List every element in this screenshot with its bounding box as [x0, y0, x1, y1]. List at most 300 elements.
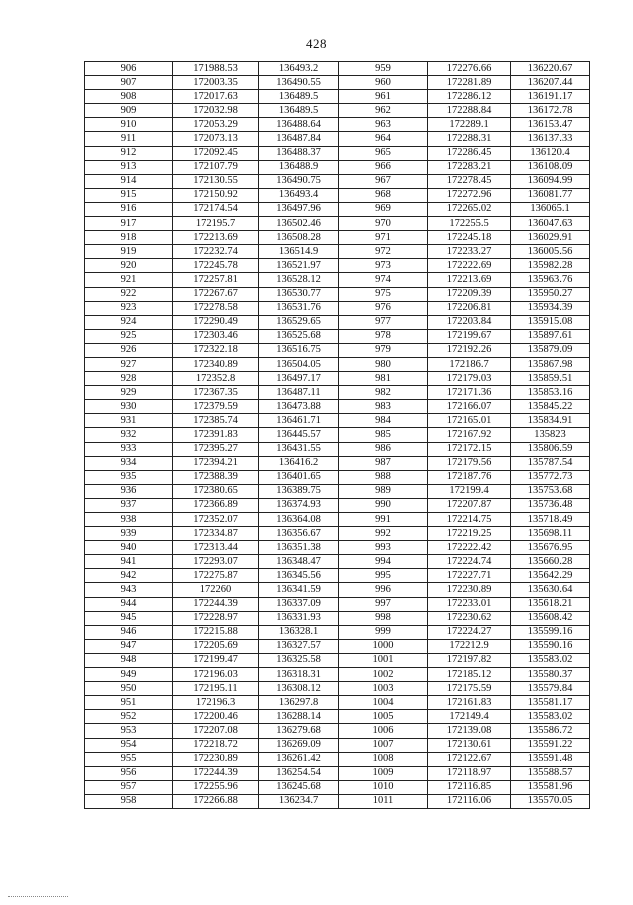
x-coordinate-cell: 172367.35 — [173, 386, 259, 400]
y-coordinate-cell: 136325.58 — [259, 653, 339, 667]
y-coordinate-cell: 136488.64 — [259, 118, 339, 132]
y-coordinate-cell: 136308.12 — [259, 682, 339, 696]
x-coordinate-cell: 172118.97 — [428, 766, 511, 780]
x-coordinate-cell: 172395.27 — [173, 442, 259, 456]
x-coordinate-cell: 172205.69 — [173, 639, 259, 653]
x-coordinate-cell: 172230.89 — [428, 583, 511, 597]
x-coordinate-cell: 172172.15 — [428, 442, 511, 456]
y-coordinate-cell: 136288.14 — [259, 710, 339, 724]
table-row — [85, 259, 590, 273]
y-coordinate-cell: 136029.91 — [511, 231, 590, 245]
y-coordinate-cell: 136120.4 — [511, 146, 590, 160]
x-coordinate-cell: 171988.53 — [173, 62, 259, 76]
table-row — [85, 343, 590, 357]
point-number-cell: 938 — [85, 513, 173, 527]
table-row — [85, 160, 590, 174]
point-number-cell: 1001 — [339, 653, 428, 667]
x-coordinate-cell: 172276.66 — [428, 62, 511, 76]
point-number-cell: 987 — [339, 456, 428, 470]
y-coordinate-cell: 136234.7 — [259, 794, 339, 808]
point-number-cell: 996 — [339, 583, 428, 597]
point-number-cell: 924 — [85, 315, 173, 329]
y-coordinate-cell: 136172.78 — [511, 104, 590, 118]
y-coordinate-cell: 135583.02 — [511, 653, 590, 667]
table-row — [85, 597, 590, 611]
point-number-cell: 947 — [85, 639, 173, 653]
x-coordinate-cell: 172185.12 — [428, 668, 511, 682]
point-number-cell: 1004 — [339, 696, 428, 710]
point-number-cell: 940 — [85, 541, 173, 555]
y-coordinate-cell: 135579.84 — [511, 682, 590, 696]
y-coordinate-cell: 136473.88 — [259, 400, 339, 414]
x-coordinate-cell: 172245.78 — [173, 259, 259, 273]
point-number-cell: 972 — [339, 245, 428, 259]
point-number-cell: 914 — [85, 174, 173, 188]
point-number-cell: 961 — [339, 90, 428, 104]
footer-rule — [8, 896, 68, 897]
table-row — [85, 90, 590, 104]
point-number-cell: 944 — [85, 597, 173, 611]
x-coordinate-cell: 172161.83 — [428, 696, 511, 710]
table-row — [85, 639, 590, 653]
x-coordinate-cell: 172391.83 — [173, 428, 259, 442]
table-row — [85, 357, 590, 371]
point-number-cell: 906 — [85, 62, 173, 76]
y-coordinate-cell: 136207.44 — [511, 76, 590, 90]
point-number-cell: 912 — [85, 146, 173, 160]
x-coordinate-cell: 172232.74 — [173, 245, 259, 259]
table-row — [85, 470, 590, 484]
point-number-cell: 950 — [85, 682, 173, 696]
table-row — [85, 710, 590, 724]
y-coordinate-cell: 136487.11 — [259, 386, 339, 400]
point-number-cell: 933 — [85, 442, 173, 456]
table-row — [85, 794, 590, 808]
x-coordinate-cell: 172366.89 — [173, 498, 259, 512]
point-number-cell: 994 — [339, 555, 428, 569]
table-row — [85, 231, 590, 245]
point-number-cell: 958 — [85, 794, 173, 808]
y-coordinate-cell: 136328.1 — [259, 625, 339, 639]
x-coordinate-cell: 172174.54 — [173, 202, 259, 216]
y-coordinate-cell: 136137.33 — [511, 132, 590, 146]
y-coordinate-cell: 135879.09 — [511, 343, 590, 357]
y-coordinate-cell: 135581.96 — [511, 780, 590, 794]
y-coordinate-cell: 135642.29 — [511, 569, 590, 583]
point-number-cell: 960 — [339, 76, 428, 90]
y-coordinate-cell: 136521.97 — [259, 259, 339, 273]
y-coordinate-cell: 136108.09 — [511, 160, 590, 174]
table-row — [85, 682, 590, 696]
point-number-cell: 986 — [339, 442, 428, 456]
y-coordinate-cell: 135580.37 — [511, 668, 590, 682]
table-row — [85, 62, 590, 76]
x-coordinate-cell: 172200.46 — [173, 710, 259, 724]
table-row — [85, 329, 590, 343]
point-number-cell: 977 — [339, 315, 428, 329]
x-coordinate-cell: 172166.07 — [428, 400, 511, 414]
x-coordinate-cell: 172053.29 — [173, 118, 259, 132]
table-row — [85, 611, 590, 625]
x-coordinate-cell: 172222.42 — [428, 541, 511, 555]
x-coordinate-cell: 172228.97 — [173, 611, 259, 625]
x-coordinate-cell: 172267.67 — [173, 287, 259, 301]
y-coordinate-cell: 135660.28 — [511, 555, 590, 569]
y-coordinate-cell: 136487.84 — [259, 132, 339, 146]
x-coordinate-cell: 172186.7 — [428, 357, 511, 371]
x-coordinate-cell: 172196.3 — [173, 696, 259, 710]
x-coordinate-cell: 172230.89 — [173, 752, 259, 766]
point-number-cell: 957 — [85, 780, 173, 794]
x-coordinate-cell: 172167.92 — [428, 428, 511, 442]
point-number-cell: 908 — [85, 90, 173, 104]
y-coordinate-cell: 135718.49 — [511, 513, 590, 527]
table-row — [85, 555, 590, 569]
y-coordinate-cell: 136254.54 — [259, 766, 339, 780]
point-number-cell: 976 — [339, 301, 428, 315]
x-coordinate-cell: 172224.27 — [428, 625, 511, 639]
point-number-cell: 1003 — [339, 682, 428, 696]
x-coordinate-cell: 172380.65 — [173, 484, 259, 498]
y-coordinate-cell: 135772.73 — [511, 470, 590, 484]
x-coordinate-cell: 172017.63 — [173, 90, 259, 104]
point-number-cell: 974 — [339, 273, 428, 287]
y-coordinate-cell: 136356.67 — [259, 527, 339, 541]
point-number-cell: 963 — [339, 118, 428, 132]
y-coordinate-cell: 136005.56 — [511, 245, 590, 259]
point-number-cell: 956 — [85, 766, 173, 780]
point-number-cell: 919 — [85, 245, 173, 259]
x-coordinate-cell: 172218.72 — [173, 738, 259, 752]
y-coordinate-cell: 136493.4 — [259, 188, 339, 202]
y-coordinate-cell: 136297.8 — [259, 696, 339, 710]
y-coordinate-cell: 136531.76 — [259, 301, 339, 315]
point-number-cell: 931 — [85, 414, 173, 428]
point-number-cell: 1007 — [339, 738, 428, 752]
table-row — [85, 484, 590, 498]
y-coordinate-cell: 135586.72 — [511, 724, 590, 738]
x-coordinate-cell: 172275.87 — [173, 569, 259, 583]
point-number-cell: 925 — [85, 329, 173, 343]
y-coordinate-cell: 136094.99 — [511, 174, 590, 188]
x-coordinate-cell: 172303.46 — [173, 329, 259, 343]
y-coordinate-cell: 136341.59 — [259, 583, 339, 597]
x-coordinate-cell: 172388.39 — [173, 470, 259, 484]
x-coordinate-cell: 172233.01 — [428, 597, 511, 611]
page-number: 428 — [306, 36, 327, 51]
table-row — [85, 668, 590, 682]
y-coordinate-cell: 136490.55 — [259, 76, 339, 90]
y-coordinate-cell: 136514.9 — [259, 245, 339, 259]
x-coordinate-cell: 172289.1 — [428, 118, 511, 132]
y-coordinate-cell: 136431.55 — [259, 442, 339, 456]
y-coordinate-cell: 135588.57 — [511, 766, 590, 780]
x-coordinate-cell: 172179.56 — [428, 456, 511, 470]
y-coordinate-cell: 136401.65 — [259, 470, 339, 484]
x-coordinate-cell: 172255.96 — [173, 780, 259, 794]
y-coordinate-cell: 135591.48 — [511, 752, 590, 766]
x-coordinate-cell: 172213.69 — [173, 231, 259, 245]
y-coordinate-cell: 135570.05 — [511, 794, 590, 808]
table-row — [85, 118, 590, 132]
point-number-cell: 951 — [85, 696, 173, 710]
point-number-cell: 988 — [339, 470, 428, 484]
table-row — [85, 724, 590, 738]
point-number-cell: 948 — [85, 653, 173, 667]
table-row — [85, 217, 590, 231]
table-row — [85, 104, 590, 118]
point-number-cell: 991 — [339, 513, 428, 527]
point-number-cell: 1006 — [339, 724, 428, 738]
x-coordinate-cell: 172107.79 — [173, 160, 259, 174]
table-row — [85, 414, 590, 428]
y-coordinate-cell: 135853.16 — [511, 386, 590, 400]
x-coordinate-cell: 172224.74 — [428, 555, 511, 569]
point-number-cell: 997 — [339, 597, 428, 611]
y-coordinate-cell: 136345.56 — [259, 569, 339, 583]
point-number-cell: 932 — [85, 428, 173, 442]
x-coordinate-cell: 172340.89 — [173, 357, 259, 371]
point-number-cell: 985 — [339, 428, 428, 442]
y-coordinate-cell: 136488.37 — [259, 146, 339, 160]
x-coordinate-cell: 172092.45 — [173, 146, 259, 160]
y-coordinate-cell: 135934.39 — [511, 301, 590, 315]
point-number-cell: 979 — [339, 343, 428, 357]
y-coordinate-cell: 136488.9 — [259, 160, 339, 174]
y-coordinate-cell: 136528.12 — [259, 273, 339, 287]
point-number-cell: 984 — [339, 414, 428, 428]
x-coordinate-cell: 172196.03 — [173, 668, 259, 682]
y-coordinate-cell: 136318.31 — [259, 668, 339, 682]
point-number-cell: 952 — [85, 710, 173, 724]
table-row — [85, 245, 590, 259]
point-number-cell: 1002 — [339, 668, 428, 682]
x-coordinate-cell: 172219.25 — [428, 527, 511, 541]
x-coordinate-cell: 172379.59 — [173, 400, 259, 414]
x-coordinate-cell: 172352.07 — [173, 513, 259, 527]
point-number-cell: 918 — [85, 231, 173, 245]
table-row — [85, 174, 590, 188]
y-coordinate-cell: 136327.57 — [259, 639, 339, 653]
x-coordinate-cell: 172116.06 — [428, 794, 511, 808]
table-row — [85, 301, 590, 315]
y-coordinate-cell: 136279.68 — [259, 724, 339, 738]
point-number-cell: 962 — [339, 104, 428, 118]
y-coordinate-cell: 136351.38 — [259, 541, 339, 555]
table-row — [85, 513, 590, 527]
point-number-cell: 939 — [85, 527, 173, 541]
x-coordinate-cell: 172130.55 — [173, 174, 259, 188]
x-coordinate-cell: 172283.21 — [428, 160, 511, 174]
point-number-cell: 1005 — [339, 710, 428, 724]
x-coordinate-cell: 172209.39 — [428, 287, 511, 301]
x-coordinate-cell: 172199.4 — [428, 484, 511, 498]
table-row — [85, 146, 590, 160]
point-number-cell: 954 — [85, 738, 173, 752]
x-coordinate-cell: 172175.59 — [428, 682, 511, 696]
point-number-cell: 967 — [339, 174, 428, 188]
table-row — [85, 498, 590, 512]
y-coordinate-cell: 136490.75 — [259, 174, 339, 188]
x-coordinate-cell: 172394.21 — [173, 456, 259, 470]
y-coordinate-cell: 135591.22 — [511, 738, 590, 752]
table-row — [85, 541, 590, 555]
x-coordinate-cell: 172214.75 — [428, 513, 511, 527]
y-coordinate-cell: 136525.68 — [259, 329, 339, 343]
point-number-cell: 915 — [85, 188, 173, 202]
table-row — [85, 386, 590, 400]
x-coordinate-cell: 172352.8 — [173, 372, 259, 386]
x-coordinate-cell: 172207.87 — [428, 498, 511, 512]
x-coordinate-cell: 172230.62 — [428, 611, 511, 625]
x-coordinate-cell: 172187.76 — [428, 470, 511, 484]
point-number-cell: 975 — [339, 287, 428, 301]
point-number-cell: 978 — [339, 329, 428, 343]
point-number-cell: 990 — [339, 498, 428, 512]
point-number-cell: 998 — [339, 611, 428, 625]
point-number-cell: 989 — [339, 484, 428, 498]
table-row — [85, 766, 590, 780]
y-coordinate-cell: 135590.16 — [511, 639, 590, 653]
y-coordinate-cell: 136529.65 — [259, 315, 339, 329]
table-row — [85, 456, 590, 470]
table-row — [85, 569, 590, 583]
x-coordinate-cell: 172003.35 — [173, 76, 259, 90]
table-row — [85, 738, 590, 752]
y-coordinate-cell: 136445.57 — [259, 428, 339, 442]
x-coordinate-cell: 172149.4 — [428, 710, 511, 724]
y-coordinate-cell: 136389.75 — [259, 484, 339, 498]
y-coordinate-cell: 135599.16 — [511, 625, 590, 639]
y-coordinate-cell: 136493.2 — [259, 62, 339, 76]
x-coordinate-cell: 172032.98 — [173, 104, 259, 118]
point-number-cell: 946 — [85, 625, 173, 639]
point-number-cell: 936 — [85, 484, 173, 498]
y-coordinate-cell: 135753.68 — [511, 484, 590, 498]
y-coordinate-cell: 136191.17 — [511, 90, 590, 104]
y-coordinate-cell: 136331.93 — [259, 611, 339, 625]
y-coordinate-cell: 136489.5 — [259, 90, 339, 104]
y-coordinate-cell: 136364.08 — [259, 513, 339, 527]
point-number-cell: 973 — [339, 259, 428, 273]
y-coordinate-cell: 135834.91 — [511, 414, 590, 428]
table-row — [85, 287, 590, 301]
table-row — [85, 780, 590, 794]
table-row — [85, 188, 590, 202]
y-coordinate-cell: 136348.47 — [259, 555, 339, 569]
y-coordinate-cell: 136220.67 — [511, 62, 590, 76]
y-coordinate-cell: 136489.5 — [259, 104, 339, 118]
point-number-cell: 966 — [339, 160, 428, 174]
x-coordinate-cell: 172260 — [173, 583, 259, 597]
x-coordinate-cell: 172281.89 — [428, 76, 511, 90]
point-number-cell: 1000 — [339, 639, 428, 653]
x-coordinate-cell: 172139.08 — [428, 724, 511, 738]
point-number-cell: 943 — [85, 583, 173, 597]
table-row — [85, 400, 590, 414]
point-number-cell: 980 — [339, 357, 428, 371]
x-coordinate-cell: 172257.81 — [173, 273, 259, 287]
y-coordinate-cell: 136153.47 — [511, 118, 590, 132]
table-row — [85, 76, 590, 90]
point-number-cell: 913 — [85, 160, 173, 174]
point-number-cell: 981 — [339, 372, 428, 386]
y-coordinate-cell: 136497.17 — [259, 372, 339, 386]
y-coordinate-cell: 135736.48 — [511, 498, 590, 512]
x-coordinate-cell: 172233.27 — [428, 245, 511, 259]
y-coordinate-cell: 135618.21 — [511, 597, 590, 611]
y-coordinate-cell: 135963.76 — [511, 273, 590, 287]
x-coordinate-cell: 172244.39 — [173, 766, 259, 780]
point-number-cell: 1008 — [339, 752, 428, 766]
point-number-cell: 930 — [85, 400, 173, 414]
x-coordinate-cell: 172278.58 — [173, 301, 259, 315]
y-coordinate-cell: 135859.51 — [511, 372, 590, 386]
point-number-cell: 916 — [85, 202, 173, 216]
y-coordinate-cell: 136504.05 — [259, 357, 339, 371]
table-row — [85, 752, 590, 766]
point-number-cell: 941 — [85, 555, 173, 569]
x-coordinate-cell: 172171.36 — [428, 386, 511, 400]
y-coordinate-cell: 136269.09 — [259, 738, 339, 752]
table-row — [85, 696, 590, 710]
y-coordinate-cell: 135583.02 — [511, 710, 590, 724]
x-coordinate-cell: 172290.49 — [173, 315, 259, 329]
y-coordinate-cell: 136530.77 — [259, 287, 339, 301]
x-coordinate-cell: 172266.88 — [173, 794, 259, 808]
x-coordinate-cell: 172116.85 — [428, 780, 511, 794]
point-number-cell: 922 — [85, 287, 173, 301]
y-coordinate-cell: 135787.54 — [511, 456, 590, 470]
point-number-cell: 921 — [85, 273, 173, 287]
point-number-cell: 917 — [85, 217, 173, 231]
y-coordinate-cell: 136081.77 — [511, 188, 590, 202]
y-coordinate-cell: 135608.42 — [511, 611, 590, 625]
x-coordinate-cell: 172203.84 — [428, 315, 511, 329]
x-coordinate-cell: 172195.11 — [173, 682, 259, 696]
point-number-cell: 928 — [85, 372, 173, 386]
x-coordinate-cell: 172288.31 — [428, 132, 511, 146]
point-number-cell: 911 — [85, 132, 173, 146]
point-number-cell: 934 — [85, 456, 173, 470]
y-coordinate-cell: 135698.11 — [511, 527, 590, 541]
table-row — [85, 653, 590, 667]
y-coordinate-cell: 135867.98 — [511, 357, 590, 371]
point-number-cell: 964 — [339, 132, 428, 146]
x-coordinate-cell: 172130.61 — [428, 738, 511, 752]
point-number-cell: 995 — [339, 569, 428, 583]
point-number-cell: 955 — [85, 752, 173, 766]
point-number-cell: 993 — [339, 541, 428, 555]
y-coordinate-cell: 136502.46 — [259, 217, 339, 231]
y-coordinate-cell: 135845.22 — [511, 400, 590, 414]
x-coordinate-cell: 172073.13 — [173, 132, 259, 146]
x-coordinate-cell: 172286.45 — [428, 146, 511, 160]
x-coordinate-cell: 172322.18 — [173, 343, 259, 357]
x-coordinate-cell: 172207.08 — [173, 724, 259, 738]
y-coordinate-cell: 135950.27 — [511, 287, 590, 301]
point-number-cell: 1009 — [339, 766, 428, 780]
x-coordinate-cell: 172222.69 — [428, 259, 511, 273]
x-coordinate-cell: 172278.45 — [428, 174, 511, 188]
point-number-cell: 982 — [339, 386, 428, 400]
point-number-cell: 927 — [85, 357, 173, 371]
point-number-cell: 953 — [85, 724, 173, 738]
point-number-cell: 1010 — [339, 780, 428, 794]
table-row — [85, 625, 590, 639]
y-coordinate-cell: 136497.96 — [259, 202, 339, 216]
y-coordinate-cell: 135630.64 — [511, 583, 590, 597]
